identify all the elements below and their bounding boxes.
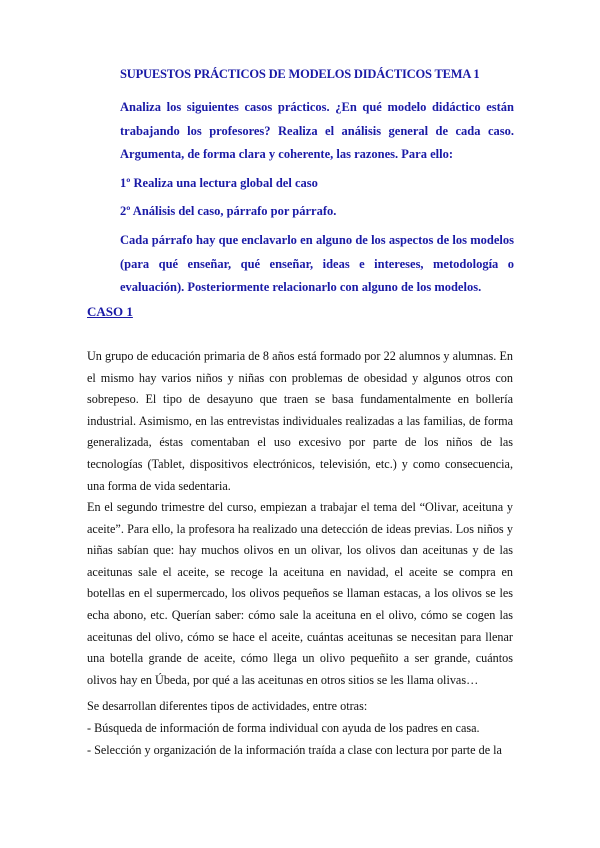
instructions-paragraph: Analiza los siguientes casos prácticos. ¿En qué modelo didáctico están trabajando los profesores? Realiza el análisis general de cada caso. Argumenta, de forma clara y coherente, las razones. Para ello: bbox=[120, 100, 514, 161]
step-2: 2º Análisis del caso, párrafo por párrafo. bbox=[120, 204, 337, 218]
instructions-note: Cada párrafo hay que enclavarlo en alguno de los aspectos de los modelos (para qué enseñar, qué enseñar, ideas e intereses, metodología o evaluación). Posteriormente relacionarlo con alguno de los modelos. bbox=[120, 233, 514, 294]
document-title: SUPUESTOS PRÁCTICOS DE MODELOS DIDÁCTICOS TEMA 1 bbox=[120, 67, 480, 81]
activity-list-item: - Búsqueda de información de forma individual con ayuda de los padres en casa. bbox=[87, 721, 480, 735]
case-paragraph-3: Se desarrollan diferentes tipos de actividades, entre otras: bbox=[87, 699, 368, 713]
activity-list-item: - Selección y organización de la información traída a clase con lectura por parte de la bbox=[87, 743, 502, 757]
case-heading: CASO 1 bbox=[87, 304, 133, 319]
step-1: 1º Realiza una lectura global del caso bbox=[120, 176, 318, 190]
case-paragraph-2: En el segundo trimestre del curso, empiezan a trabajar el tema del “Olivar, aceituna y aceite”. Para ello, la profesora ha realizado una detección de ideas previas. Los niños y niñas sabían que: hay muchos olivos en un olivar, los olivos dan aceitunas y de las aceitunas sale el aceite, se recoge la aceituna en navidad, el aceite se compra en botellas en el supermercado, los olivos pequeños se llaman estacas, a los olivos se les echa abono, etc. Querían saber: cómo sale la aceituna en el olivo, cómo se cogen las aceitunas del olivo, cómo se hace el aceite, cuántas aceitunas se necesitan para llenar una botella grande de aceite, cómo llega un olivo pequeñito a ser grande, cuántos olivos hay en Úbeda, por qué a las aceitunas en otros sitios se les llama olivas… bbox=[87, 500, 513, 687]
case-paragraph-1: Un grupo de educación primaria de 8 años está formado por 22 alumnos y alumnas. En el mismo hay varios niños y niñas con problemas de obesidad y algunos otros con sobrepeso. El tipo de desayuno que traen se basa fundamentalmente en bollería industrial. Asimismo, en las entrevistas individuales realizadas a las familias, de forma generalizada, éstas comentaban el uso excesivo por parte de los niños de las tecnologías (Tablet, dispositivos electrónicos, televisión, etc.) y como consecuencia, una forma de vida sedentaria. bbox=[87, 349, 513, 493]
